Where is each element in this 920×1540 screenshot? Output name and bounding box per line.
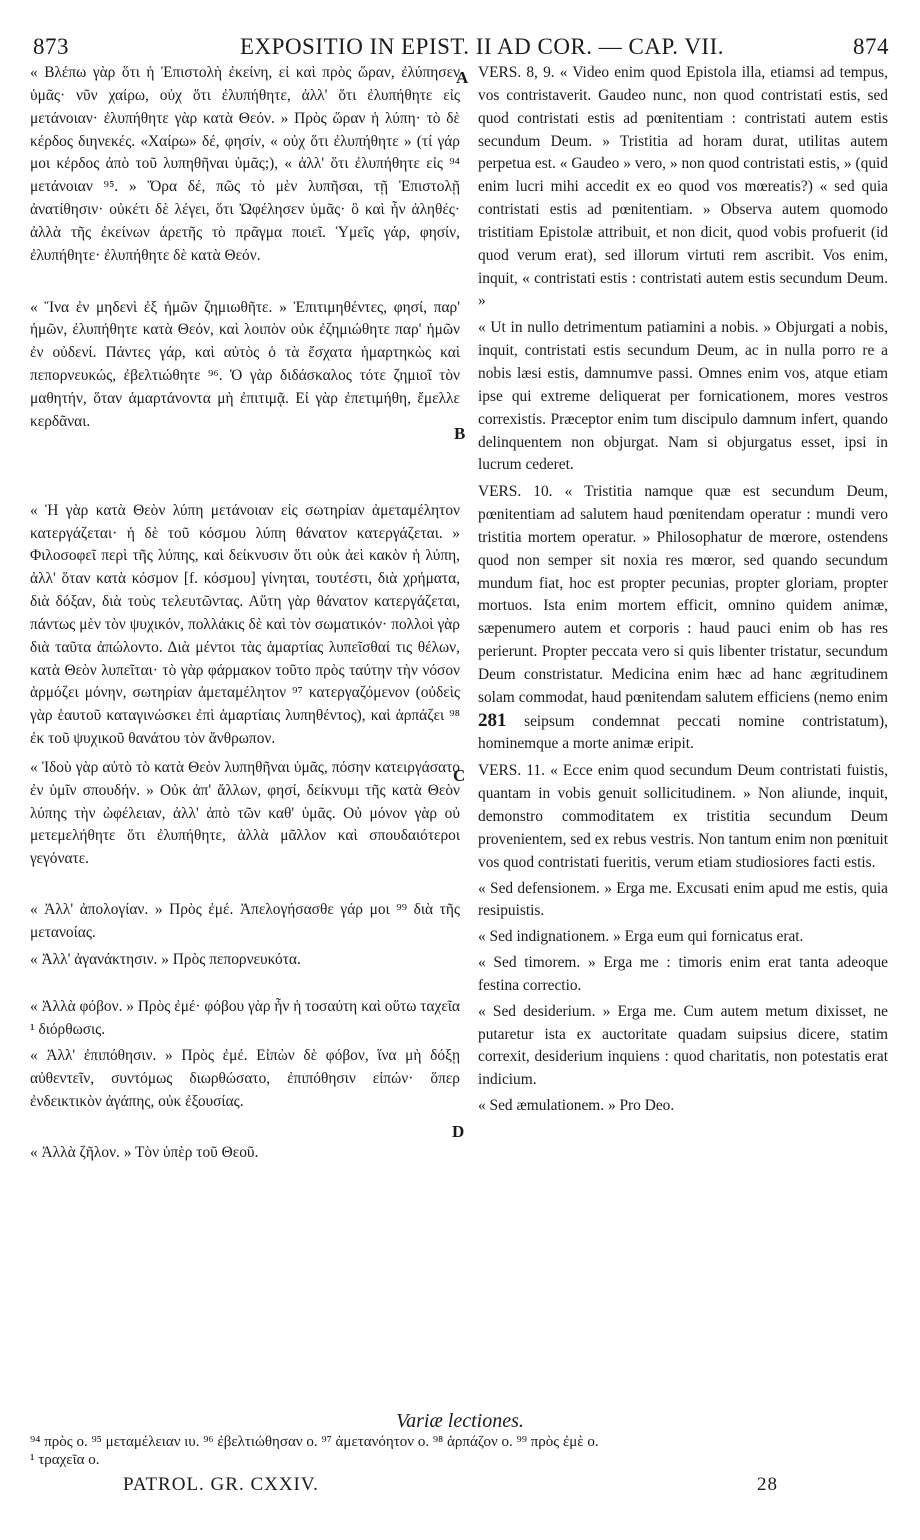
latin-paragraph bbox=[478, 481, 888, 756]
latin-paragraph: « Ut in nullo detrimentum patiamini a nobis. » Objurgati a nobis, inquit, contristati estis secundum Deum, ac in nulla porro re a nobis læsi estis, damnumve passi. Omnes enim vos, atque etiam ipse qui extreme deliquerat per fornicationem, mores vestros correxistis. Præceptor enim tum discipulo damnum infert, quando delinquentem non objurgat. Nam si objurgatus esset, ipsi in lucrum cederet. bbox=[478, 319, 888, 474]
running-header bbox=[0, 0, 920, 62]
greek-paragraph: « Ἀλλὰ φόβον. » Πρὸς ἐμέ· φόβου γὰρ ἦν ἡ τοσαύτη καὶ οὕτω ταχεῖα ¹ διόρθωσις. bbox=[30, 997, 460, 1038]
margin-letter-a: A bbox=[456, 68, 469, 87]
margin-letter-b: B bbox=[454, 424, 466, 443]
latin-text: seipsum condemnat peccati nomine contristatum), hominemque a morte animæ eripit. bbox=[478, 712, 888, 753]
greek-paragraph: « Ἀλλὰ ζῆλον. » Τὸν ὑπὲρ τοῦ Θεοῦ. bbox=[30, 1143, 259, 1161]
greek-paragraph: « Ἡ γὰρ κατὰ Θεὸν λύπη μετάνοιαν εἰς σωτηρίαν ἀμεταμέλητον κατεργάζεται· ἡ δὲ τοῦ κόσμου λύπη θάνατον κατεργάζεται. » Φιλοσοφεῖ περὶ τῆς λύπης, καὶ δείκνυσιν ὅτι οὐκ ἀεὶ κακὸν ἡ λύπη, ἀλλ' ὅταν κατὰ κόσμον [f. κόσμου] γίνηται, τουτέστι, διὰ χρήματα, διὰ δόξαν, διὰ τοὺς τελευτῶντας. Αὕτη γὰρ θάνατον κατεργάζεται, πάντως μὲν τὸν ψυχικόν, πολλάκις δὲ καὶ τὸν σωματικόν· πολλοὶ γὰρ διὰ ταῦτα ἀπώλοντο. Διὰ μέντοι τὰς ἁμαρτίας λυπεῖσθαί τις θέλων, κατὰ Θεὸν λυπεῖται· τὸ γὰρ φάρμακον τοῦτο πρὸς ταύτην τὴν νόσον ἁρμόζει μόνην, σωτηρίαν ἀμεταμέλητον ⁹⁷ κατεργαζόμενον (οὐδεὶς γὰρ ἑαυτοῦ καταγινώσκει ἐπὶ ἁμαρτίαις λυπηθέντος), καὶ ἁρπάζει ⁹⁸ ἐκ τοῦ ψυχικοῦ θανάτου τὸν ἄνθρωπον. bbox=[30, 501, 460, 748]
page-number-right: 874 bbox=[853, 34, 889, 59]
greek-paragraph: « Βλέπω γὰρ ὅτι ἡ Ἐπιστολὴ ἐκείνη, εἰ καὶ πρὸς ὥραν, ἐλύπησεν ὑμᾶς· νῦν χαίρω, οὐχ ὅτι ἐλυπήθητε, ἀλλ' ὅτι ἐλυπήθητε εἰς μετάνοιαν· ἐλυπήθητε γὰρ κατὰ Θεόν. » Πρὸς ὥραν ἡ λύπη· τὸ δὲ κέρδος διηνεκές. «Χαίρω» δέ, φησίν, « οὐχ ὅτι ἐλυπήθητε » (τί γάρ μοι κέρδος ἀπὸ τοῦ λυπηθῆναι ὑμᾶς;), « ἀλλ' ὅτι ἐλυπήθητε εἰς ⁹⁴ μετάνοιαν ⁹⁵. » Ὅρα δέ, πῶς τὸ μὲν λυπῆσαι, τῇ Ἐπιστολῇ ἀνατίθησιν· οὐκέτι δὲ λέγει, ὅτι Ὠφέλησεν ὑμᾶς· ὃ καὶ ἦν ἀληθές· ἀλλὰ τῆς ἐκείνων ἀρετῆς τὸ πρᾶγμα ποιεῖ. Ὑμεῖς γάρ, φησίν, ἐλυπήθητε· ἐλυπήθητε δὲ κατὰ Θεόν. bbox=[30, 64, 460, 264]
latin-text: VERS. 10. « Tristitia namque quæ est secundum Deum, pœnitentiam ad salutem haud pœnitendam operatur : mundi vero tristitia mortem operatur. » Philosophatur de mœrore, ostendens quod non semper sit noxia res mœror, sed quando secundum mundum fiat, hoc est propter pecunias, propter gloriam, propter mortuos. Ista enim mortem efficit, omnino quidem animæ, sæpenumero autem et corporis : haud pauci enim ob has res perierunt. Propter peccata vero si quis libenter tristatur, secundum Deum constristatur. Medicina enim hæc ad hanc ægritudinem solam commodat, haud pœnitendam salutem efficiens (nemo enim bbox=[478, 483, 888, 706]
running-title: EXPOSITIO IN EPIST. II AD COR. — CAP. VII. bbox=[240, 34, 724, 59]
greek-paragraph: « Ἰδοὺ γὰρ αὐτὸ τὸ κατὰ Θεὸν λυπηθῆναι ὑμᾶς, πόσην κατειργάσατο ἐν ὑμῖν σπουδήν. » Οὐκ ἀπ' ἄλλων, φησί, δείκνυμι τῆς κατὰ Θεὸν λύπης τὴν ὠφέλειαν, ἀλλ' ἀπὸ τῶν καθ' ὑμᾶς. Οὐ μόνον γὰρ οὐ μετεμελήθητε ὅτι ἐλυπήθητε, ἀλλὰ μᾶλλον καὶ σπουδαιότεροι γεγόνατε. bbox=[30, 758, 460, 868]
footer-sheet-number: 28 bbox=[757, 1474, 778, 1495]
variant-readings: ⁹⁴ πρὸς ο. ⁹⁵ μεταμέλειαν ιυ. ⁹⁶ ἐβελτιώθησαν ο. ⁹⁷ ἀμετανόητον ο. ⁹⁸ ἁρπάζον ο. ⁹⁹ πρὸς ἐμὲ ο. bbox=[30, 1434, 599, 1450]
latin-paragraph: « Sed æmulationem. » Pro Deo. bbox=[478, 1097, 675, 1115]
greek-paragraph: « Ἀλλ' ἀγανάκτησιν. » Πρὸς πεπορνευκότα. bbox=[30, 950, 301, 968]
latin-paragraph: « Sed timorem. » Erga me : timoris enim erat tanta adeoque festina correctio. bbox=[478, 954, 888, 994]
greek-paragraph: « Ἵνα ἐν μηδενὶ ἐξ ἡμῶν ζημιωθῆτε. » Ἐπιτιμηθέντες, φησί, παρ' ἡμῶν, ἐλυπήθητε κατὰ Θεόν, καὶ λοιπὸν οὐκ ἐζημιώθητε παρ' ἡμῶν ἐν οὐδενί. Πάντες γάρ, καὶ αὐτὸς ὁ τὰ ἔσχατα ἡμαρτηκὼς καὶ πεπορνευκώς, ἐβελτιώθητε ⁹⁶. Ὁ γὰρ διδάσκαλος τότε ζημιοῖ τὸν μαθητήν, ὅταν ἁμαρτάνοντα μὴ ἐπιτιμᾷ. Εἰ γὰρ ἐπετιμήθη, ἔμελλε κερδᾶναι. bbox=[30, 298, 460, 430]
latin-column bbox=[478, 60, 888, 1118]
latin-paragraph: « Sed defensionem. » Erga me. Excusati enim apud me estis, quia resipuistis. bbox=[478, 879, 888, 920]
page-number-left: 873 bbox=[33, 34, 69, 59]
latin-paragraph: VERS. 11. « Ecce enim quod secundum Deum contristati fuistis, quantam in vobis genuit sollicitudinem. » Non aliunde, inquit, demonstro commoditatem ex tristitia secundum Deum provenientem, sed ex rebus vestris. Non tantum enim non pœnituit vos quod contristati fueritis, verum etiam studiosiores facti estis. bbox=[478, 762, 888, 871]
greek-paragraph: « Ἀλλ' ἀπολογίαν. » Πρὸς ἐμέ. Ἀπελογήσασθε γάρ μοι ⁹⁹ διὰ τῆς μετανοίας. bbox=[30, 901, 460, 941]
latin-paragraph: « Sed indignationem. » Erga eum qui fornicatus erat. bbox=[478, 928, 804, 946]
greek-column bbox=[30, 60, 460, 1165]
greek-paragraph: « Ἀλλ' ἐπιπόθησιν. » Πρὸς ἐμέ. Εἰπὼν δὲ φόβον, ἵνα μὴ δόξῃ αὐθεντεῖν, συντόμως διωρθώσατο, ἐπιπόθησιν εἰπών· ὅπερ ἐνδεικτικὸν ἀγάπης, οὐκ ἐξουσίας. bbox=[30, 1047, 460, 1111]
margin-letter-d: D bbox=[452, 1122, 465, 1141]
column-number-281: 281 bbox=[478, 709, 507, 731]
footer-signature: PATROL. GR. CXXIV. bbox=[123, 1474, 319, 1495]
variae-lectiones-title: Variæ lectiones. bbox=[396, 1410, 524, 1432]
variant-readings: ¹ τραχεῖα ο. bbox=[30, 1452, 100, 1468]
margin-letter-c: C bbox=[453, 766, 466, 785]
latin-paragraph: « Sed desiderium. » Erga me. Cum autem metum dixisset, ne putaretur ista ex auctoritate quadam suipsius dicere, statim correxit, desiderium inquiens : quod charitatis, non potestatis erat indicium. bbox=[478, 1002, 888, 1089]
latin-paragraph: VERS. 8, 9. « Video enim quod Epistola illa, etiamsi ad tempus, vos contristaverit. Gaudeo nunc, non quod contristati estis, sed quod contristati estis ad pœnitentiam : contristati autem estis secundum Deum. » Tristitia ad horam durat, utilitas autem perpetua est. « Gaudeo » vero, » non quod contristati estis, » (quid enim lucri mihi accedit ex eo quod vos mœreatis?) « sed quia contristati estis ad pœnitentiam. » Observa autem quomodo tristitiam Epistolæ attribuit, et non dicit, quod vobis profuerit (id quod verum erat), sed illorum virtuti rem ascribit. Vos enim, inquit, « contristati estis : contristati autem estis secundum Deum. » bbox=[478, 64, 888, 310]
